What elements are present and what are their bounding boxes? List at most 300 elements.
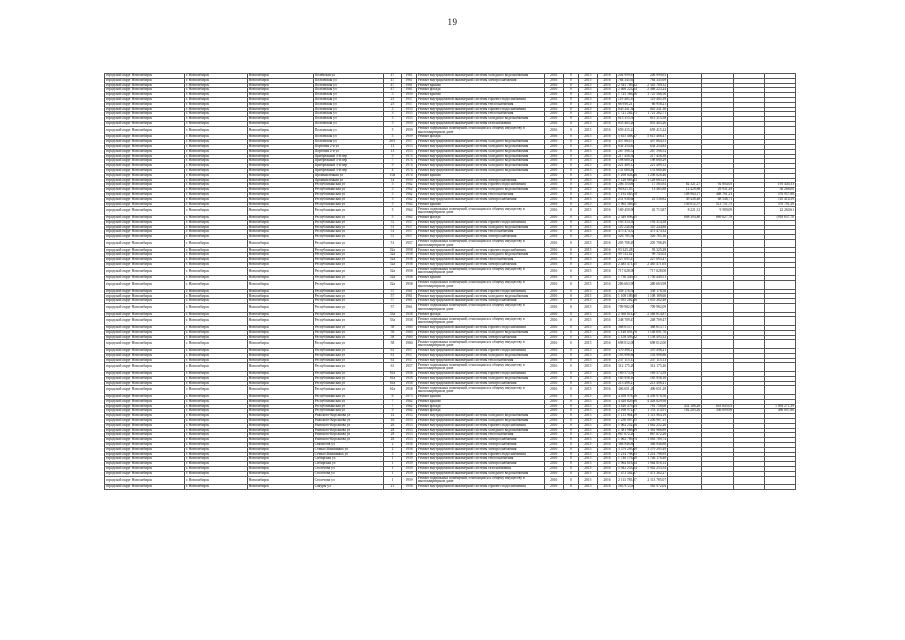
table-cell: 185 958,16 [634,376,668,381]
table-cell: 2016 [597,178,616,183]
table-cell: 0 [563,188,578,193]
table-cell: г. Новосибирск [184,178,247,183]
table-cell: городской округ Новосибирск [105,159,185,164]
table-cell: 496 697,66 [765,409,796,414]
table-cell: 2016 [597,409,616,414]
table-cell: Новосибирск [247,192,313,197]
table-cell: Новосибирск [247,188,313,193]
table-cell [765,317,796,326]
table-cell: 1958 [402,376,417,381]
table-cell: 608 394,80 [668,215,702,220]
table-cell: 28 [383,428,401,433]
table-cell: 195 440,33 [765,183,796,188]
table-cell: 2015 [578,353,597,358]
table-cell: 2 [383,447,401,452]
table-cell: 2016 [597,144,616,149]
table-cell: 2016 [597,276,616,281]
table-cell: Ремонт подвальных помещений, относящихся к общему имуществу в многоквартирном доме [416,239,544,248]
table-cell: г. Новосибирск [184,207,247,216]
table-cell: 2016 [544,215,563,220]
table-cell [765,304,796,313]
table-cell: 2016 [597,159,616,164]
table-cell: 0 [563,97,578,102]
table-row [105,304,796,313]
table-cell: 286 663,98 [634,281,668,290]
table-cell [668,386,702,395]
table-cell: Республиканская ул [313,253,383,258]
table-cell: 52а [383,267,401,276]
table-cell: 1959 [402,457,417,462]
table-cell: 25 [383,102,401,107]
table-cell: 0 [563,381,578,386]
table-cell: г. Новосибирск [184,466,247,471]
table-cell: 103 998,86 [634,353,668,358]
table-cell: Ремонт внутридомовой инженерной системы холодного водоснабжения [416,164,544,169]
table-cell: 2016 [544,173,563,178]
table-cell: 52а [383,258,401,263]
table-cell: Новосибирск [247,248,313,253]
table-cell [734,126,765,135]
table-cell: Ремонт внутридомовой инженерной системы теплоснабжения [416,112,544,117]
table-cell: Ремонт внутридомовой инженерной системы холодного водоснабжения [416,74,544,79]
table-cell: Республиканская ул [313,409,383,414]
table-cell: 2015 [578,192,597,197]
table-cell: Сибирская ул [313,462,383,467]
table-cell: Полтавская ул [313,107,383,112]
table-cell: 5 942 253,54 [618,466,637,471]
table-cell: Ремонт крыши [416,83,544,88]
table-cell: Новосибирск [247,235,313,240]
table-cell: городской округ Новосибирск [105,418,185,423]
table-cell: 52а [383,276,401,281]
table-cell: 1957 [402,363,417,372]
table-cell: 1 128 683,25 [634,178,668,183]
table-cell: 2016 [544,376,563,381]
table-cell: 3 579 295,49 [634,447,668,452]
table-cell: 2016 [544,230,563,235]
table-cell: Новосибирск [247,207,313,216]
table-cell: 5 [383,202,401,207]
table-cell: Промышленная ул [313,178,383,183]
table-cell: 0 [563,112,578,117]
table-cell: 312 175,26 [617,363,634,372]
table-cell: 2015 [578,358,597,363]
table-cell: 1 721 282,71 [634,112,668,117]
table-cell: г. Новосибирск [184,215,247,220]
table-cell: Новосибирск [247,317,313,326]
table-cell: 2016 [597,433,616,438]
table-cell: Новосибирск [247,471,313,476]
table-cell: 2015 [578,225,597,230]
table-cell: г. Новосибирск [184,97,247,102]
table-cell: 57 [383,299,401,304]
table-cell: городской округ Новосибирск [105,433,185,438]
table-cell: 93 325,28 [634,248,668,253]
table-cell: 2016 [544,154,563,159]
table-cell: Полтавская ул [313,102,383,107]
table-cell: 1955 [402,112,417,117]
table-cell: 2016 [597,207,616,216]
table-cell: 358 176,56 [634,289,668,294]
table-cell: Новосибирск [247,239,313,248]
table-cell: 51 [383,235,401,240]
table-cell: 2016 [597,168,616,173]
table-cell: 1 192 065,78 [618,192,637,197]
table-cell: Новосибирск [247,253,313,258]
table-cell: 2016 [544,276,563,281]
table-cell [765,386,796,395]
table-cell: 2016 [544,394,563,399]
table-cell [734,340,765,349]
table-cell: 6 [383,394,401,399]
table-cell: 2016 [544,102,563,107]
table-cell: 2015 [578,117,597,122]
table-cell: 5 [383,135,401,140]
table-cell: 526 785,36 [634,235,668,240]
table-cell: 2016 [544,335,563,340]
table-cell: Римского-Корсакова ул [313,438,383,443]
table-cell: 370 498,21 [634,349,668,354]
table-cell: 5 [383,154,401,159]
table-cell: городской округ Новосибирск [105,312,185,317]
table-cell [668,340,702,349]
table-cell: 0 [563,149,578,154]
table-cell: 0 [563,192,578,197]
table-cell: 2016 [544,294,563,299]
table-cell: 2016 [544,135,563,140]
table-cell: городской округ Новосибирск [105,117,185,122]
table-cell: Республиканская ул [313,183,383,188]
table-cell: Ремонт внутридомовой инженерной системы горячего водоснабжения [416,107,544,112]
table-cell: городской округ Новосибирск [105,253,185,258]
table-cell: 370 498,21 [618,348,635,353]
table-cell: 1958 [402,262,417,267]
table-cell: г. Новосибирск [184,457,247,462]
table-cell: 2016 [544,107,563,112]
table-cell: 1961 [402,74,417,79]
table-cell: 2015 [578,428,597,433]
table-cell: 1959 [402,126,417,135]
table-cell: 0 [563,312,578,317]
table-cell: Ремонт крыши [416,93,544,98]
table-cell: 2015 [578,97,597,102]
table-cell: 0 [563,471,578,476]
table-cell: 2016 [544,74,563,79]
table-cell: 1957 [402,349,417,354]
table-cell: 13 [383,149,401,154]
table-cell: Столетова ул [313,471,383,476]
table-cell: городской округ Новосибирск [105,188,185,193]
table-cell: 1961 [402,304,417,313]
table-cell: 2016 [597,281,616,290]
table-body [105,74,796,490]
table-cell: Республиканская ул [313,239,383,248]
table-cell: г. Новосибирск [184,126,247,135]
table-cell: 1 148 691,76 [618,329,637,334]
table-cell: 8 221,31 [668,207,702,216]
table-cell: городской округ Новосибирск [105,173,185,178]
table-cell: Республиканская ул [313,258,383,263]
table-cell: 1961 [402,294,417,299]
table-cell: 2015 [578,183,597,188]
table-cell: Республиканская ул [313,386,383,395]
table-cell: 131 680,46 [634,168,668,173]
table-cell: 2015 [578,340,597,349]
table-cell: 28 [383,438,401,443]
table-cell: 1 [383,471,401,476]
table-cell: 2016 [597,102,616,107]
table-cell: 2015 [578,168,597,173]
table-cell: городской округ Новосибирск [105,74,185,79]
table-cell: 1961 [402,289,417,294]
table-cell: Новосибирск [247,220,313,225]
table-cell: Новосибирск [247,178,313,183]
table-cell: Ремонт фасада [416,135,544,140]
table-cell: 2015 [578,197,597,202]
table-cell: городской округ Новосибирск [105,462,185,467]
table-cell: Новосибирск [247,78,313,83]
table-cell: 1958 [402,253,417,258]
table-cell: 3 426 479,24 [618,403,637,408]
table-cell: Новосибирск [247,399,313,404]
table-cell: Республиканская ул [313,317,383,326]
table-cell: 2016 [544,78,563,83]
table-cell: г. Новосибирск [184,107,247,112]
table-cell: Новосибирск [247,340,313,349]
table-cell: 1953 [402,428,417,433]
table-cell: Сакуры ул [313,485,383,490]
table-cell: городской округ Новосибирск [105,294,185,299]
table-cell: 0 [563,442,578,447]
table-cell: 0 [563,220,578,225]
table-cell: Ремонт внутридомовой инженерной системы горячего водоснабжения [416,485,544,490]
table-cell: городской округ Новосибирск [105,97,185,102]
table-cell: 2016 [597,399,616,404]
table-cell: 2016 [597,225,616,230]
table-cell: 2015 [578,267,597,276]
table-cell: 1959 [402,135,417,140]
table-cell: 0 [563,102,578,107]
table-cell [734,363,765,372]
table-cell: 2016 [597,230,616,235]
table-cell: 1958 [402,386,417,395]
table-cell: 312 175,26 [634,363,668,372]
table-cell: Ремонт внутридомовой инженерной системы холодного водоснабжения [416,117,544,122]
table-cell: Ремонт внутридомовой инженерной системы электроснабжения [416,235,544,240]
table-cell: 0 [563,335,578,340]
table-cell: Прибрежный 3-й пер [313,164,383,169]
table-cell: 2016 [544,409,563,414]
table-cell: 2015 [578,173,597,178]
table-cell: 1 721 282,71 [618,111,637,116]
table-cell: 2015 [578,485,597,490]
table-cell: 2 [383,442,401,447]
table-cell: 2015 [578,376,597,381]
table-cell: городской округ Новосибирск [105,394,185,399]
table-cell: 2016 [544,447,563,452]
table-cell: 2015 [578,248,597,253]
table-cell: Семьи Шамшиных ул [313,447,383,452]
table-cell: 1 148 691,76 [634,330,668,335]
table-cell: Ремонт внутридомовой инженерной системы холодного водоснабжения [416,294,544,299]
table-cell: 1959 [402,476,417,485]
table-cell: Полтавская ул [313,88,383,93]
table-cell: 1962 [402,399,417,404]
table-cell: г. Новосибирск [184,476,247,485]
table-cell: Ремонт внутридомовой инженерной системы горячего водоснабжения [416,326,544,331]
table-cell: 2015 [578,276,597,281]
table-cell: 1 298 628,46 [634,173,668,178]
table-cell: 2016 [544,144,563,149]
table-cell: 2016 [597,74,616,79]
table-cell: г. Новосибирск [184,112,247,117]
table-cell: 1 158 493,32 [618,334,637,339]
table-cell: 0 [563,452,578,457]
table-cell: 1 [383,476,401,485]
table-cell: г. Новосибирск [184,149,247,154]
table-cell: Полтавская ул [313,83,383,88]
table-cell: 0 [563,294,578,299]
page-number: 19 [447,17,458,27]
table-cell: 2015 [578,326,597,331]
table-cell: Новосибирск [247,414,313,419]
table-cell: Новосибирск [247,102,313,107]
table-cell: Рижского-Корсакова ул [313,414,383,419]
table-cell: Новосибирск [247,485,313,490]
table-cell: Ремонт внутридомовой инженерной системы электроснабжения [416,299,544,304]
table-cell: Республиканская ул [313,220,383,225]
table-cell: городской округ Новосибирск [105,299,185,304]
table-cell: г. Новосибирск [184,363,247,372]
table-cell: 169 573,39 [634,372,668,377]
table-cell: 61а [383,386,401,395]
table-cell [702,386,734,395]
table-cell: 1 063 789,74 [634,438,668,443]
table-cell: Ремонт фасада [416,215,544,220]
table-cell: 1962 [402,207,417,216]
table-cell: 2016 [544,235,563,240]
table-cell: 26/1 [383,140,401,145]
table-cell: городской округ Новосибирск [105,399,185,404]
table-cell: Ремонт подвальных помещений, относящихся к общему имуществу в многоквартирном доме [416,126,544,135]
table-cell: 406 651,28 [634,386,668,395]
table-cell: 2 485 471,65 [634,262,668,267]
table-cell: 2015 [578,409,597,414]
table-cell: Новосибирск [247,267,313,276]
table-cell: 13 465,88 [634,188,668,193]
table-cell: 2016 [597,154,616,159]
table-cell: 2015 [578,404,597,409]
table-cell: 1 055 282,48 [634,299,668,304]
table-cell: 1 055 282,48 [618,298,637,303]
table-cell: г. Новосибирск [184,381,247,386]
table-cell: 1958 [402,276,417,281]
table-cell: 2016 [544,267,563,276]
table-cell: 2016 [597,258,616,263]
table-cell [702,317,734,326]
table-cell: городской округ Новосибирск [105,304,185,313]
table-cell: городской округ Новосибирск [105,144,185,149]
table-cell: 2015 [578,140,597,145]
table-cell: 0 [563,326,578,331]
table-cell: г. Новосибирск [184,386,247,395]
table-cell: 5 [383,93,401,98]
table-cell: 2015 [578,304,597,313]
table-cell: 406 651,28 [617,386,634,395]
table-cell: г. Новосибирск [184,349,247,354]
table-cell: Ремонт внутридомовой инженерной системы горячего водоснабжения [416,97,544,102]
table-cell: 136 012,57 [668,202,702,207]
table-cell: 1961 [402,83,417,88]
table-cell [668,363,702,372]
table-cell: 1956 [402,485,417,490]
table-cell: 2016 [597,447,616,452]
table-cell: г. Новосибирск [184,447,247,452]
table-cell: 93 325,28 [618,247,633,252]
table-cell: 248 709,47 [617,317,634,326]
table-cell: 5 942 253,54 [634,466,668,471]
table-cell: 66 958,21 [634,102,668,107]
table-cell: 2016 [597,312,616,317]
table-cell: 208 999,63 [634,74,668,79]
table-cell: городской округ Новосибирск [105,376,185,381]
table-cell: 51 [383,225,401,230]
table-cell: 1974 [402,154,417,159]
table-cell: 1960 [402,340,417,349]
table-cell: Ремонт подвальных помещений, относящихся к общему имуществу в многоквартирном доме [416,281,544,290]
table-cell: 2015 [578,159,597,164]
table-cell: 237 115,13 [634,358,668,363]
table-cell: 2016 [597,442,616,447]
table-cell: 2016 [544,442,563,447]
table-cell: Ремонт внутридомовой инженерной системы холодного водоснабжения [416,168,544,173]
table-cell: 2016 [597,262,616,267]
table-cell: Новосибирск [247,140,313,145]
table-cell: городской округ Новосибирск [105,140,185,145]
table-cell: Ремонт внутридомовой инженерной системы холодного водоснабжения [416,414,544,419]
table-cell: 2016 [544,93,563,98]
table-cell: 641 845,03 [702,404,734,409]
table-cell: г. Новосибирск [184,276,247,281]
table-cell: г. Новосибирск [184,78,247,83]
table-cell: 815 315,58 [634,117,668,122]
table-cell: 2015 [578,447,597,452]
table-cell: 61а [383,376,401,381]
table-cell: 251 936,60 [618,196,635,201]
table-cell: 1 108 189,60 [634,294,668,299]
table-cell: 2016 [597,438,616,443]
table-cell [668,485,702,490]
table-cell: городской округ Новосибирск [105,102,185,107]
table-cell: 0 [563,83,578,88]
table-cell: 2015 [578,423,597,428]
table-cell: 1960 [402,326,417,331]
table-cell: 2016 [544,253,563,258]
table-cell: 57 [383,289,401,294]
table-cell: городской округ Новосибирск [105,267,185,276]
table-cell: г. Новосибирск [184,335,247,340]
table-cell: 1961 [402,88,417,93]
table-cell: городской округ Новосибирск [105,262,185,267]
table-cell: 204 999,61 [618,73,635,78]
table-cell: Портовая 2-я ул [313,149,383,154]
table-cell: городской округ Новосибирск [105,317,185,326]
table-cell: 1 725 566,56 [618,92,637,97]
table-cell: 4 428 829,98 [618,398,637,403]
table-cell: городской округ Новосибирск [105,154,185,159]
table-cell: Новосибирск [247,394,313,399]
table-cell [668,281,702,290]
